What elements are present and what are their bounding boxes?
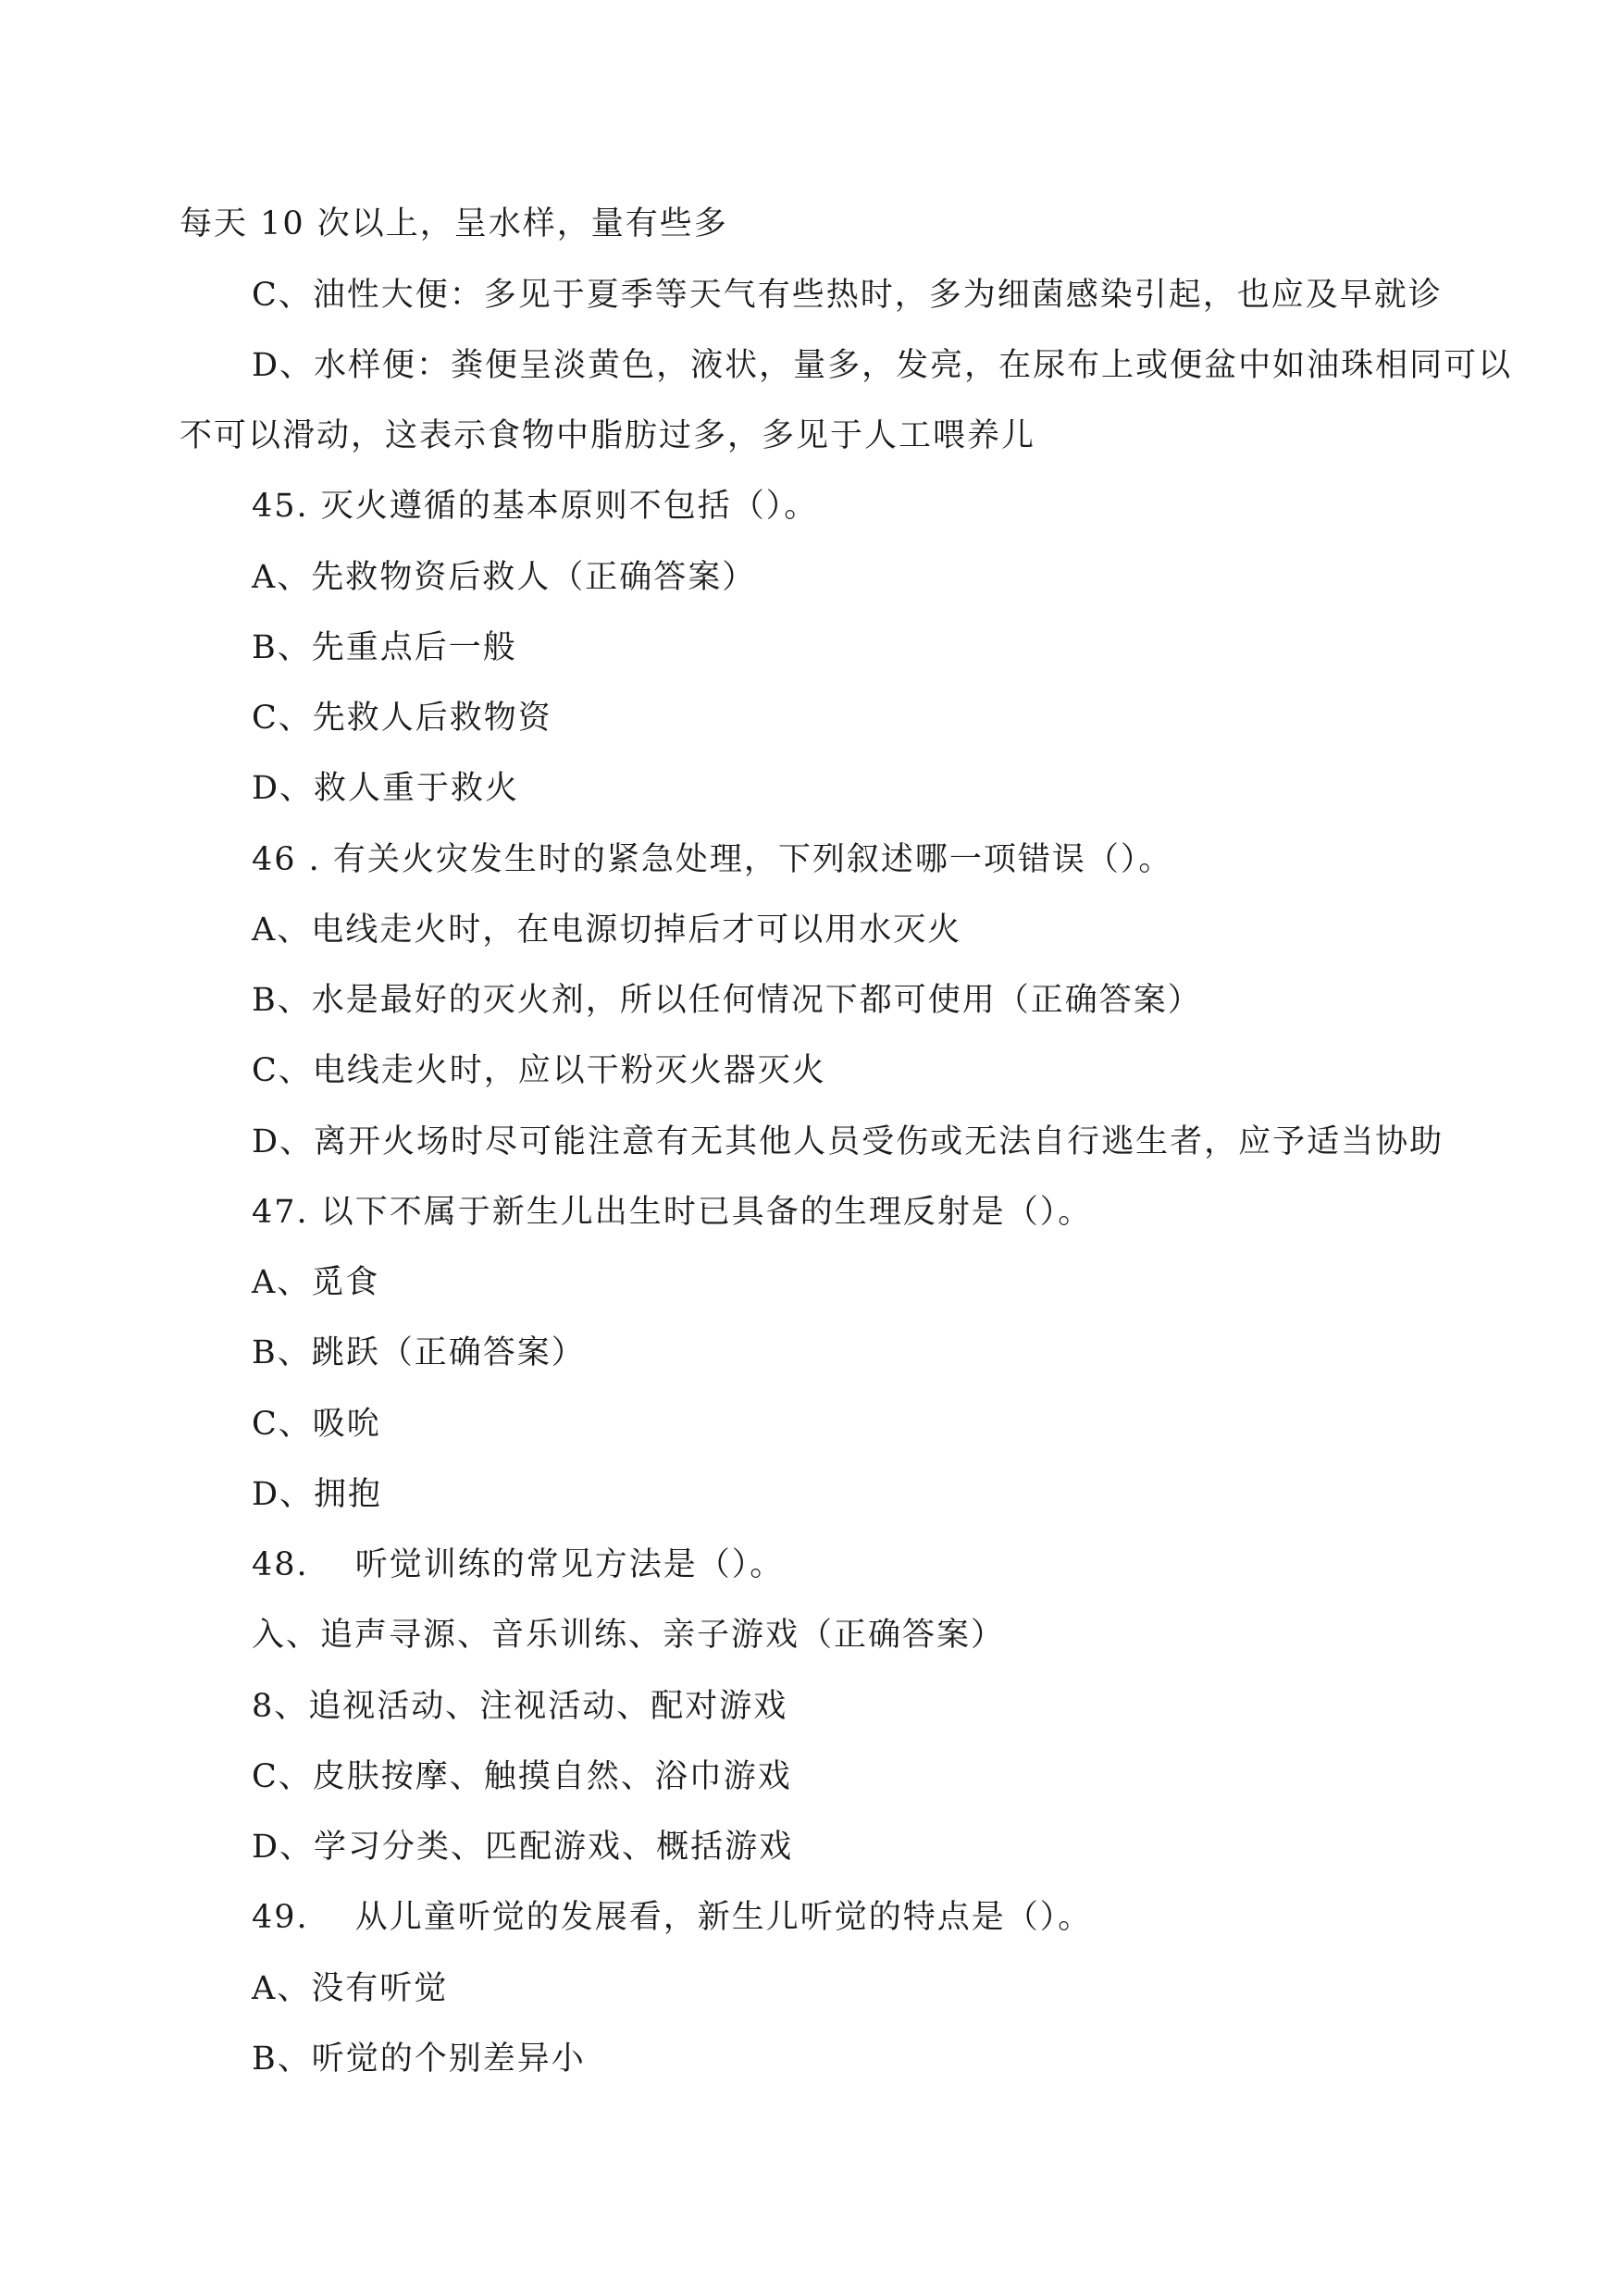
text-line: 每天 10 次以上，呈水样，量有些多 [180, 205, 728, 242]
answer-option: B、跳跃（正确答案） [252, 1334, 586, 1371]
answer-option: B、听觉的个别差异小 [252, 2041, 586, 2078]
answer-option: C、皮肤按摩、触摸自然、浴巾游戏 [252, 1758, 792, 1795]
answer-option: C、先救人后救物资 [252, 700, 552, 737]
answer-option: D、离开火场时尽可能注意有无其他人员受伤或无法自行逃生者，应予适当协助 [252, 1123, 1444, 1160]
answer-option: A、没有听觉 [252, 1970, 449, 2007]
answer-option: 8、追视活动、注视活动、配对游戏 [252, 1688, 788, 1725]
question-45: 45. 灭火遵循的基本原则不包括（）。 [252, 488, 819, 525]
question-46: 46 . 有关火灾发生时的紧急处理，下列叙述哪一项错误（）。 [252, 841, 1173, 878]
answer-option: A、先救物资后救人（正确答案） [252, 559, 757, 596]
answer-option: 入、追声寻源、音乐训练、亲子游戏（正确答案） [252, 1617, 1006, 1654]
text-line: 不可以滑动，这表示食物中脂肪过多，多见于人工喂养儿 [180, 417, 1036, 454]
answer-option: C、吸吮 [252, 1406, 381, 1443]
answer-option: A、电线走火时，在电源切掉后才可以用水灭火 [252, 912, 962, 949]
answer-option: B、先重点后一般 [252, 629, 517, 666]
answer-option: A、觅食 [252, 1264, 380, 1301]
question-49: 49. 从儿童听觉的发展看，新生儿听觉的特点是（）。 [252, 1899, 1093, 1936]
answer-option: C、电线走火时，应以干粉灭火器灭火 [252, 1052, 826, 1089]
answer-option: D、救人重于救火 [252, 770, 520, 807]
answer-option: C、油性大便：多见于夏季等天气有些热时，多为细菌感染引起，也应及早就诊 [252, 277, 1443, 314]
answer-option: D、水样便：粪便呈淡黄色，液状，量多，发亮，在尿布上或便盆中如油珠相同可以 [252, 347, 1513, 384]
answer-option: D、拥抱 [252, 1476, 383, 1513]
question-47: 47. 以下不属于新生儿出生时已具备的生理反射是（）。 [252, 1194, 1093, 1231]
answer-option: D、学习分类、匹配游戏、概括游戏 [252, 1829, 794, 1866]
question-48: 48. 听觉训练的常见方法是（）。 [252, 1546, 785, 1583]
answer-option: B、水是最好的灭火剂，所以任何情况下都可使用（正确答案） [252, 982, 1202, 1019]
